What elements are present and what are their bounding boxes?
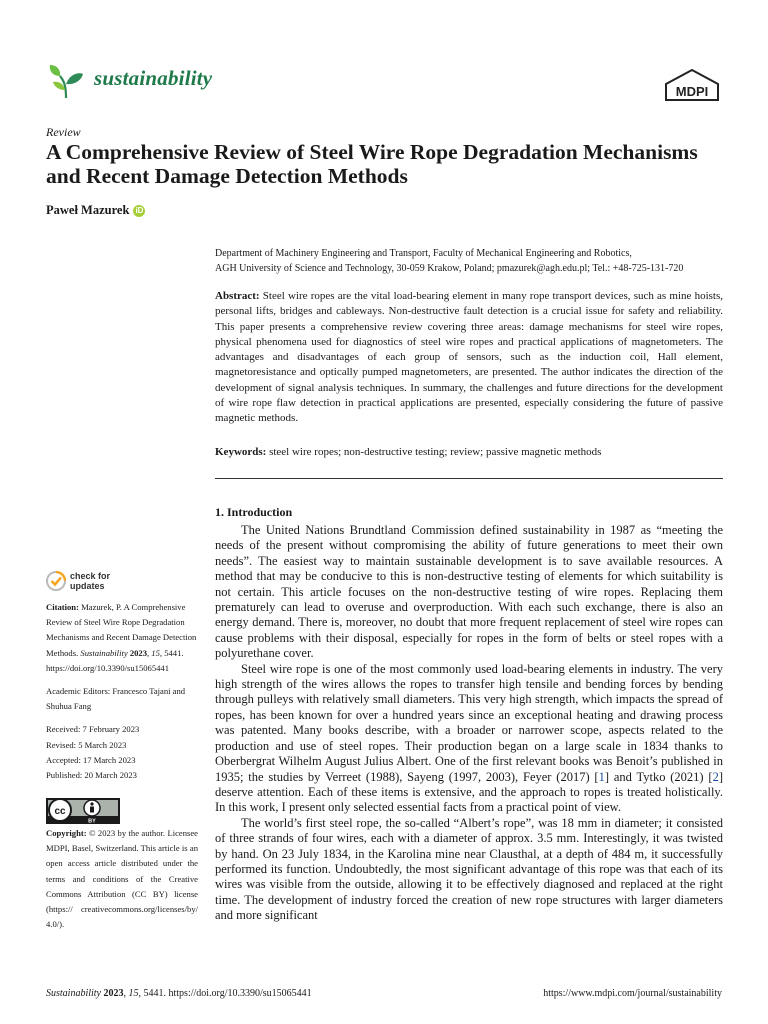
citation: Citation: Mazurek, P. A Comprehensive Review of Steel Wire Rope Degradation Mechanisms and Recent Damage Detection Methods. Sustainability 2023, 15, 5441. https://doi.org/10.3390/su15065441 [46,602,197,673]
affiliation-line: AGH University of Science and Technology, 30-059 Krakow, Poland; pmazurek@agh.edu.pl; Tel.: +48-725-131-720 [215,263,684,274]
check-updates-label [70,571,110,591]
publisher-name: MDPI [675,84,709,99]
reference-link[interactable]: 1 [598,769,605,784]
affiliation-line: Department of Machinery Engineering and Transport, Faculty of Mechanical Engineering and Robotics, [215,248,632,259]
keywords-label: Keywords: [215,446,267,458]
keywords-text: steel wire ropes; non-destructive testing; review; passive magnetic methods [269,446,602,458]
cc-by-license-icon[interactable] [46,798,120,824]
affiliation [215,246,725,276]
abstract-label: Abstract: [215,290,260,302]
citation-year: 2023 [129,647,147,658]
paragraph: The United Nations Brundtland Commission defined sustainability in 1987 as “meeting the needs of the present without compromising the ability of future generations to meet their own needs”. The easiest way to maintain sustainable development is to save available resources. A method that may be conducive to this is non-destructive testing of elements for which suitability is not certain. This article focuses on the non-destructive testing of wire ropes. Replacing them prematurely can lead to overuse and overproduction. With each such exchange, there is also an energy demand. There is, moreover, no doubt that more frequent replacement of steel wire ropes can cause problems with their disposal, especially for ropes in the form of belts or steel ropes with a polyurethane cover. [215,523,723,661]
citation-label: Citation: [46,602,79,612]
copyright-text: © 2023 by the author. Licensee MDPI, Basel, Switzerland. This article is an open access article distributed under the terms and conditions of the Creative Commons Attribution (CC BY) license (https:// creativecommons.org/licenses/by/ 4.0/). [46,828,198,930]
copyright-notice [46,826,198,932]
footer-year: 2023 [103,988,124,999]
abstract-text: Steel wire ropes are the vital load-bearing element in many rope transport devices, such as mine hoists, personal lifts, bridges and cableways. Non-destructive fault detection is a crucial issue for safety and reliability. This paper presents a comprehensive review covering three areas: damage mechanisms for steel wire ropes, physical phenomena used for diagnostics of steel wire ropes and practical applications of magnetometers. The advantages and disadvantages of each group of sensors, such as the induction coil, Hall element, magnetoresistance and optically pumped magnetometers, are presented. The author indicates the direction of the development of signal analysis techniques. In summary, the challenges and future directions for the development of wire rope flaw detection in practical applications are presented, especially considering the future of passive magnetic methods. [215,290,723,425]
abstract [215,289,723,427]
check-updates-line: updates [70,581,105,591]
check-updates-line: check for [70,571,111,581]
author-name: Paweł Mazurek [46,203,130,217]
citation-author: Mazurek, P. A [81,602,130,612]
paragraph-text: Steel wire rope is one of the most commonly used load-bearing elements in industry. The very high strength of the wires allows the ropes to transfer high tensile and bending forces by bending through pulleys with relatively small diameters. This very high strength, which impacts the spread of ropes, has been known for over a hundred years since an exceptional heating and drawing process was patented. Many books describe, with a broader or narrower scope, aspects related to the production and use of steel ropes. Their production began on a large scale in 1834 thanks to Oberbergrat Wilhelm August Julius Albert. One of the first relevant books was Benoit’s published in 1935; the studies by Verreet (1988), Sayeng (1997, 2003), Feyer (2017) [ [215,661,723,784]
author-line [46,203,145,218]
academic-editors [46,684,198,714]
editors-names: Francesco Tajani and Shuhua Fang [46,686,186,712]
section-heading: 1. Introduction [215,505,293,519]
date-received: Received: 7 February 2023 [46,724,140,735]
citation-journal: Sustainability [80,647,128,658]
editors-label: Academic Editors: [46,686,111,697]
keywords [215,445,723,460]
copyright-label: Copyright: [46,828,87,838]
divider [215,478,723,479]
paragraph-text: ] and Tytko (2021) [ [604,769,713,784]
footer-journal: Sustainability [46,988,101,999]
article-title: A Comprehensive Review of Steel Wire Rope Degradation Mechanisms and Recent Damage Detection Methods [46,140,698,188]
paragraph [215,662,723,816]
footer-doi-link[interactable]: , 5441. https://doi.org/10.3390/su15065441 [138,988,312,999]
date-published: Published: 20 March 2023 [46,770,137,781]
citation-doi[interactable]: , 5441. https://doi.org/10.3390/su15065441 [46,647,184,673]
check-for-updates-button[interactable] [46,571,110,591]
citation-volume: 15 [151,647,160,658]
sidebar-info [46,600,198,783]
paragraph: The world’s first steel rope, the so-called “Albert’s rope”, was 18 mm in diameter; it consisted of three strands of four wires, each with a diameter of approx. 3.5 mm. Interestingly, it was twisted by hand. On 23 July 1834, in the Karolina mine near Clausthal, at a depth of 484 m, it successfully performed its function. Undoubtedly, the most significant advantage of this rope was that each of its wires was visible from the outside, allowing it to be effectively diagnosed and replaced at the right time. The development of industry forced the creation of new rope structures with larger diameters and more significant [215,815,723,923]
body-text [215,523,723,924]
date-revised: Revised: 5 March 2023 [46,739,127,750]
journal-name: sustainability [94,66,213,90]
check-updates-icon [46,571,66,591]
footer-citation: Sustainability 2023, 15, 5441. https://doi.org/10.3390/su15065441 [46,988,312,999]
footer-volume: 15 [128,988,139,999]
citation-title: Comprehensive Review of Steel Wire Rope Degradation Mechanisms and Recent Damage Detection Methods. [46,602,197,658]
reference-link[interactable]: 2 [712,769,719,784]
svg-text:cc: cc [54,806,66,817]
date-accepted: Accepted: 17 March 2023 [46,754,136,765]
sustainability-logo-icon [46,62,86,102]
paragraph-text: ] deserve attention. Each of these items is extensive, and the approach to ropes is treated holistically. In this work, I present only selected essential facts from a practical point of view. [215,769,723,815]
cc-by-label: BY [88,818,96,824]
footer-journal-url[interactable]: https://www.mdpi.com/journal/sustainability [543,988,722,999]
orcid-icon[interactable]: iD [135,206,144,215]
article-type: Review [46,125,81,139]
mdpi-logo-icon [664,68,720,102]
